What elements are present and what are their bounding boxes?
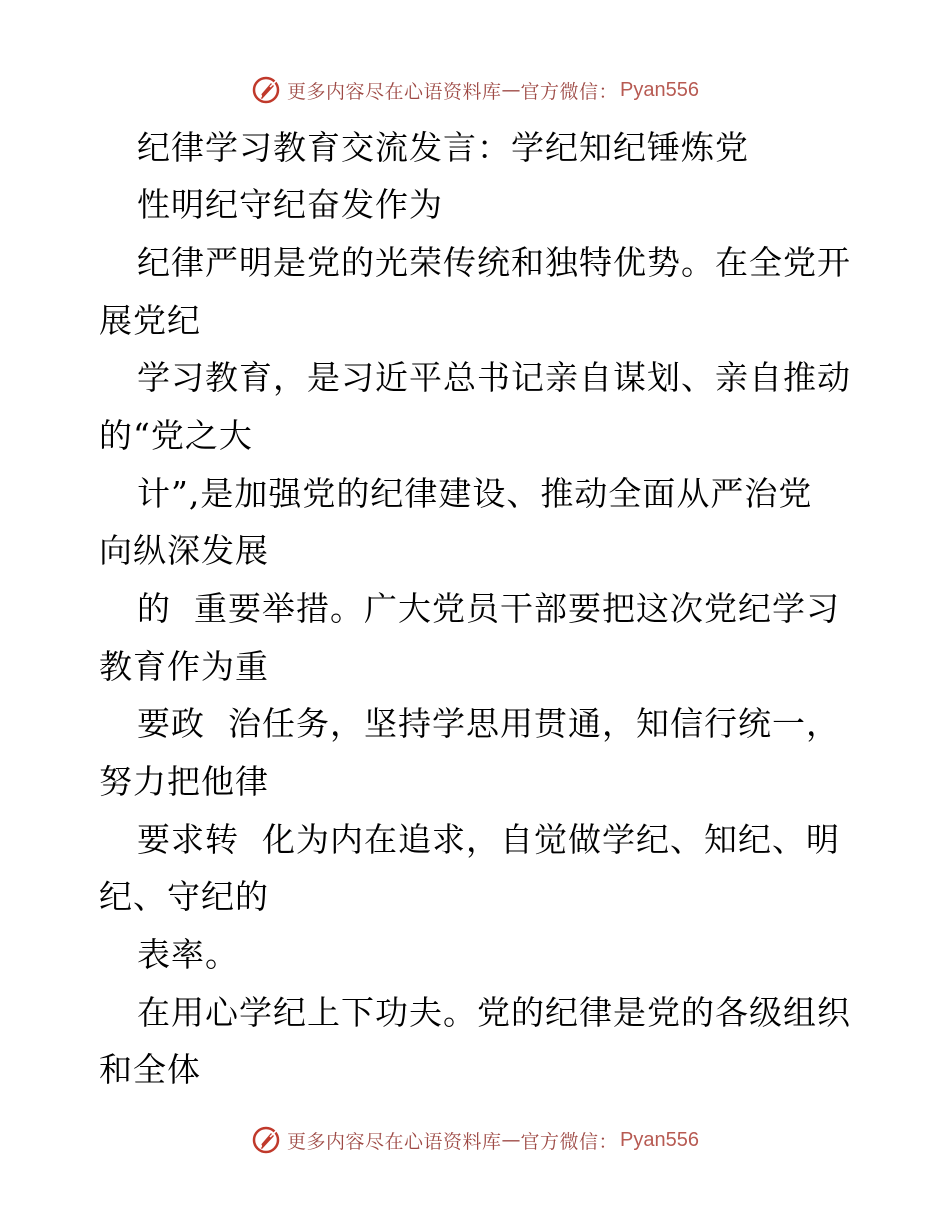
watermark-wechat-id: Pyan556 [620,1128,699,1151]
paragraph-line: 学习教育，是习近平总书记亲自谋划、亲自推动 [137,358,851,397]
paragraph-line: 计”,是加强党的纪律建设、推动全面从严治党 [137,474,813,513]
watermark-site-text: 更多内容尽在心语资料库 [287,80,502,103]
footer-watermark [0,1120,950,1160]
header-watermark [0,70,950,110]
paragraph-line: 表率。 [137,935,239,974]
paragraph-line: 要政 治任务，坚持学思用贯通，知信行统一， [137,704,840,743]
paragraph-line: 的“党之大 [99,416,253,455]
quill-logo-icon [251,1125,281,1155]
quill-logo-icon [251,75,281,105]
watermark-separator: — [501,1129,521,1151]
watermark-wechat-label: 官方微信： [520,80,619,103]
watermark-separator: — [501,79,521,101]
watermark-wechat-id: Pyan556 [620,78,699,101]
watermark-wechat-label: 官方微信： [520,1130,619,1153]
paragraph-line: 和全体 [99,1050,201,1089]
title-line-1: 纪律学习教育交流发言：学纪知纪锤炼党 [137,128,749,167]
paragraph-line: 展党纪 [99,301,201,340]
paragraph-line: 要求转 化为内在追求，自觉做学纪、知纪、明 [137,820,840,859]
paragraph-line: 努力把他律 [99,762,269,801]
paragraph-line: 教育作为重 [99,647,269,686]
title-line-2: 性明纪守纪奋发作为 [137,185,443,224]
watermark-site-text: 更多内容尽在心语资料库 [287,1130,502,1153]
paragraph-line: 在用心学纪上下功夫。党的纪律是党的各级组织 [137,993,851,1032]
paragraph-line: 向纵深发展 [99,531,269,570]
paragraph-line: 纪律严明是党的光荣传统和独特优势。在全党开 [137,243,851,282]
paragraph-line: 的 重要举措。广大党员干部要把这次党纪学习 [137,589,840,628]
paragraph-line: 纪、守纪的 [99,877,269,916]
